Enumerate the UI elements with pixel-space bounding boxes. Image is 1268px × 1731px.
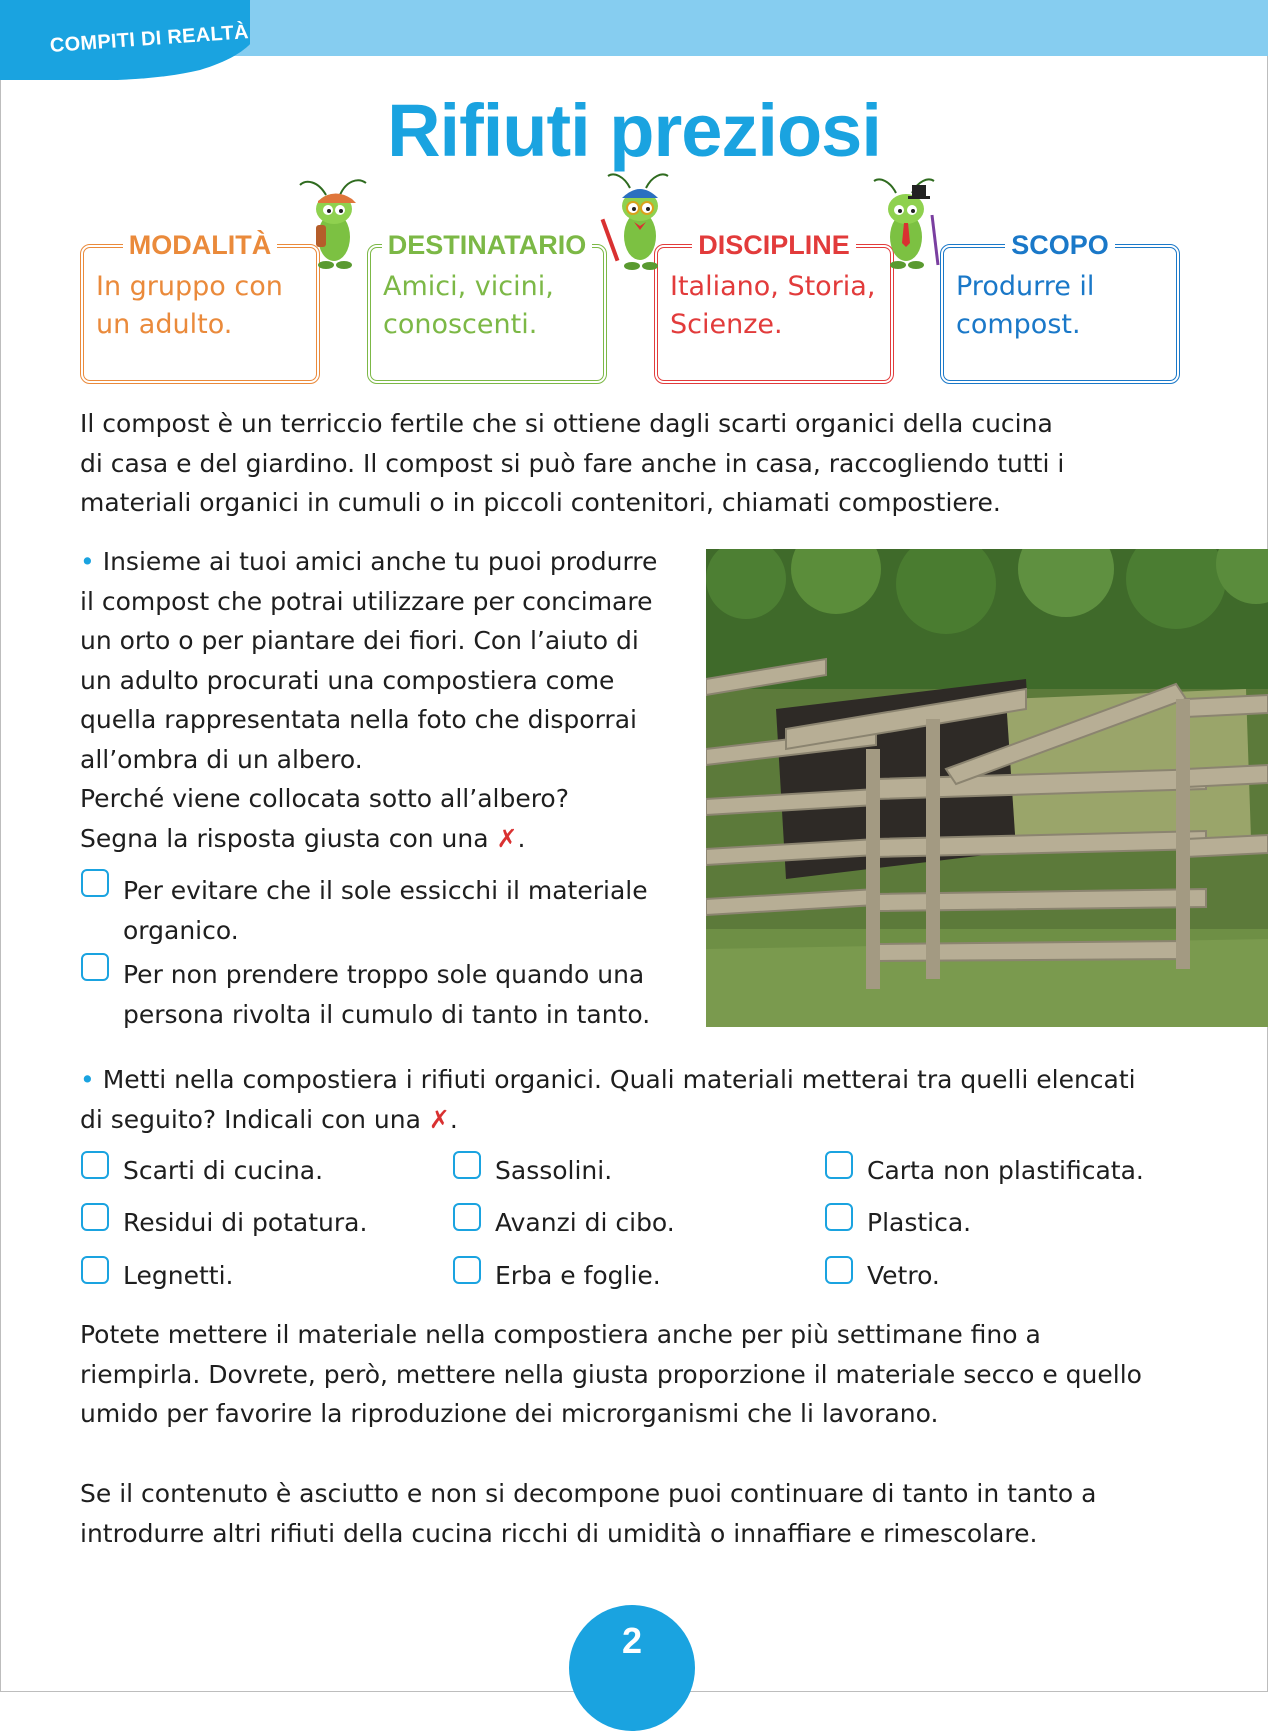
text-line: umido per favorire la riproduzione dei microrganismi che li lavorano. — [80, 1399, 939, 1428]
text-line: di seguito? Indicali con una — [80, 1104, 421, 1134]
material-checkbox[interactable] — [453, 1203, 481, 1231]
intro-paragraph — [80, 404, 1064, 523]
answer-checkbox[interactable] — [81, 953, 109, 981]
text-line: Il compost è un terriccio fertile che si ottiene dagli scarti organici della cucina — [80, 409, 1053, 438]
text-line: Perché viene collocata sotto all’albero? — [80, 784, 570, 813]
activity2-paragraph: • Metti nella compostiera i rifiuti organici. Quali materiali metterai tra quelli elencati di seguito? Indicali con una ✗. — [80, 1065, 1136, 1134]
option-line: persona rivolta il cumulo di tanto in tanto. — [123, 1000, 651, 1029]
cricket-mascot-icon — [296, 175, 376, 275]
material-label: Avanzi di cibo. — [495, 1208, 675, 1237]
closing-paragraph-2 — [80, 1474, 1097, 1553]
info-label: DESTINATARIO — [382, 228, 593, 262]
info-text: In gruppo con un adulto. — [96, 271, 283, 340]
bullet-icon: • — [80, 547, 95, 576]
material-checkbox[interactable] — [825, 1151, 853, 1179]
text-line: Metti nella compostiera i rifiuti organici. Quali materiali metterai tra quelli elencati — [102, 1065, 1136, 1094]
material-label: Plastica. — [867, 1208, 972, 1237]
answer-option — [123, 871, 648, 951]
cricket-mascot-icon — [866, 175, 946, 275]
page-number: 2 — [621, 1620, 643, 1661]
text-line: di casa e del giardino. Il compost si può fare anche in casa, raccogliendo tutti i — [80, 448, 1065, 478]
material-label: Sassolini. — [495, 1156, 613, 1185]
material-label: Legnetti. — [123, 1261, 234, 1290]
material-checkbox[interactable] — [81, 1203, 109, 1231]
option-line: organico. — [123, 916, 239, 945]
material-label: Carta non plastificata. — [867, 1156, 1144, 1185]
x-mark-icon: ✗ — [496, 823, 518, 853]
closing-paragraph-1 — [80, 1315, 1142, 1434]
text-line: il compost che potrai utilizzare per concimare — [80, 586, 653, 616]
material-checkbox[interactable] — [81, 1256, 109, 1284]
text-line: riempirla. Dovrete, però, mettere nella giusta proporzione il materiale secco e quello — [80, 1359, 1142, 1389]
instruction-text: Segna la risposta giusta con una — [80, 823, 489, 853]
text-line: Insieme ai tuoi amici anche tu puoi produrre — [102, 547, 658, 576]
text-line: un adulto procurati una compostiera come — [80, 665, 615, 695]
material-label: Erba e foglie. — [495, 1261, 661, 1290]
bullet-icon: • — [80, 1065, 95, 1094]
answer-checkbox[interactable] — [81, 869, 109, 897]
info-text: Amici, vicini, conoscenti. — [383, 271, 554, 340]
info-text: Italiano, Storia, Scienze. — [670, 271, 876, 340]
info-box-destinatario — [367, 230, 607, 384]
compost-bin-photo — [706, 549, 1268, 1027]
activity1-paragraph: • Insieme ai tuoi amici anche tu puoi produrre il compost che potrai utilizzare per concimare un orto o per piantare dei fiori. Con l’aiuto di un adulto procurati una compostiera come quella rappresentata nella foto che disporrai all’ombra di un albero. Perché viene collocata sotto all’albero? Segna la risposta giusta con una ✗. — [80, 547, 658, 853]
text-line: un orto o per piantare dei fiori. Con l’aiuto di — [80, 626, 639, 655]
material-label: Residui di potatura. — [123, 1208, 368, 1237]
info-box-modalita — [80, 230, 320, 384]
material-label: Scarti di cucina. — [123, 1156, 324, 1185]
info-label: MODALITÀ — [123, 228, 277, 262]
text-line: quella rappresentata nella foto che disporrai — [80, 705, 637, 734]
material-checkbox[interactable] — [81, 1151, 109, 1179]
text-line: all’ombra di un albero. — [80, 744, 363, 774]
info-label: SCOPO — [1005, 228, 1115, 262]
option-line: Per evitare che il sole essicchi il materiale — [123, 876, 648, 905]
material-label: Vetro. — [867, 1261, 940, 1290]
material-checkbox[interactable] — [453, 1256, 481, 1284]
page-title: Rifiuti preziosi — [387, 89, 881, 172]
option-line: Per non prendere troppo sole quando una — [123, 960, 645, 989]
info-box-scopo — [940, 230, 1180, 384]
text-line: Se il contenuto è asciutto e non si decompone puoi continuare di tanto in tanto a — [80, 1479, 1097, 1508]
cricket-mascot-icon — [600, 170, 680, 275]
x-mark-icon: ✗ — [428, 1104, 450, 1134]
section-tag: COMPITI DI REALTÀ — [49, 21, 250, 57]
material-checkbox[interactable] — [825, 1203, 853, 1231]
text-line: introdurre altri rifiuti della cucina ricchi di umidità o innaffiare e rimescolare. — [80, 1518, 1038, 1548]
info-text: Produrre il compost. — [956, 271, 1095, 340]
answer-option — [123, 955, 650, 1035]
text-line: Potete mettere il materiale nella compostiera anche per più settimane fino a — [80, 1320, 1041, 1349]
material-checkbox[interactable] — [453, 1151, 481, 1179]
info-box-discipline — [654, 230, 894, 384]
text-line: materiali organici in cumuli o in piccoli contenitori, chiamati compostiere. — [80, 488, 1001, 517]
info-label: DISCIPLINE — [692, 228, 856, 262]
material-checkbox[interactable] — [825, 1256, 853, 1284]
